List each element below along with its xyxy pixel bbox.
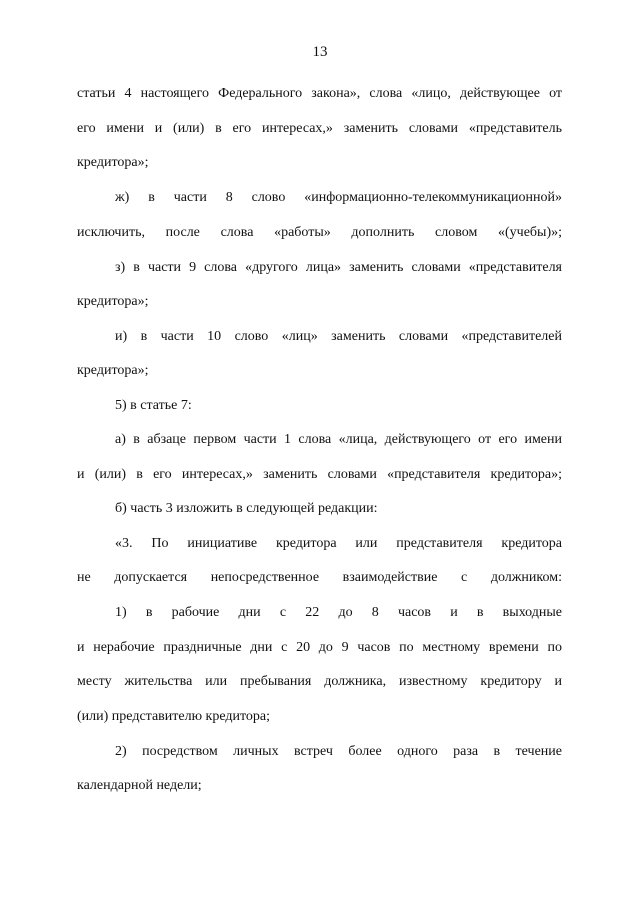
text-line: исключить, после слова «работы» дополнить словом «(учебы)»;: [77, 225, 562, 240]
text-line: 1) в рабочие дни с 22 до 8 часов и в выходные: [115, 605, 562, 620]
text-line: а) в абзаце первом части 1 слова «лица, действующего от его имени: [115, 432, 562, 447]
text-line: кредитора»;: [77, 363, 149, 378]
text-line: кредитора»;: [77, 294, 149, 309]
text-line: и нерабочие праздничные дни с 20 до 9 часов по местному времени по: [77, 640, 562, 655]
text-line: з) в части 9 слова «другого лица» заменить словами «представителя: [115, 260, 562, 275]
text-line: «3. По инициативе кредитора или представителя кредитора: [115, 536, 562, 551]
text-line: его имени и (или) в его интересах,» заменить словами «представитель: [77, 121, 562, 136]
text-line: не допускается непосредственное взаимодействие с должником:: [77, 570, 562, 585]
text-line: б) часть 3 изложить в следующей редакции:: [115, 501, 378, 516]
text-line: календарной недели;: [77, 778, 202, 793]
text-line: 2) посредством личных встреч более одного раза в течение: [115, 744, 562, 759]
text-line: (или) представителю кредитора;: [77, 709, 271, 724]
text-line: ж) в части 8 слово «информационно-телекоммуникационной»: [115, 190, 562, 205]
text-line: 5) в статье 7:: [115, 398, 192, 413]
text-line: и) в части 10 слово «лиц» заменить словами «представителей: [115, 329, 562, 344]
text-line: кредитора»;: [77, 155, 149, 170]
text-line: статьи 4 настоящего Федерального закона», слова «лицо, действующее от: [77, 86, 562, 101]
page-number: 13: [312, 44, 328, 60]
text-line: месту жительства или пребывания должника, известному кредитору и: [77, 674, 562, 689]
text-line: и (или) в его интересах,» заменить словами «представителя кредитора»;: [77, 467, 562, 482]
